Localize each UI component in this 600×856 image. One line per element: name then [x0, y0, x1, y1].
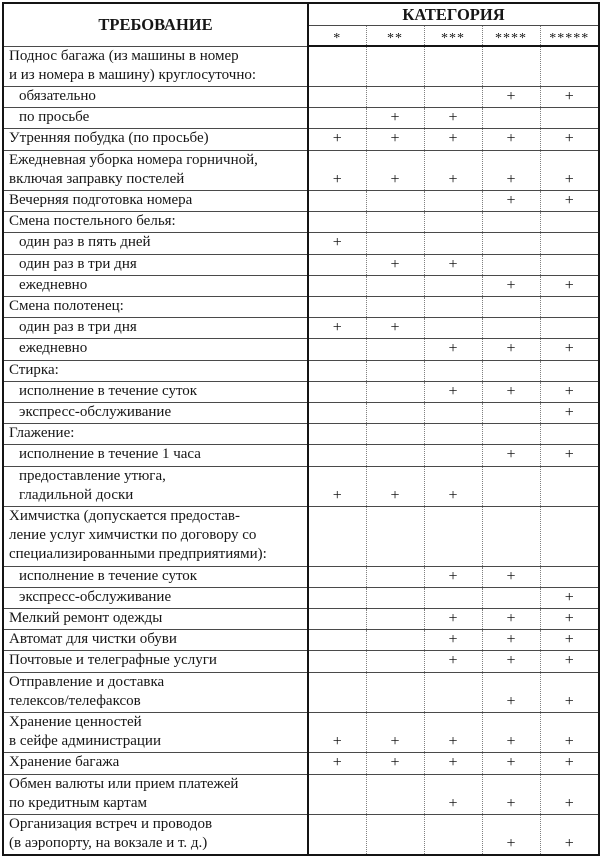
- star-column-2: [366, 26, 424, 47]
- table-row: [3, 630, 599, 651]
- empty-mark-cell: [366, 587, 424, 608]
- requirement-cell: [3, 212, 308, 233]
- table-row: [3, 190, 599, 211]
- empty-mark-cell: [366, 46, 424, 86]
- plus-mark-cell: +: [540, 774, 599, 814]
- empty-mark-cell: [540, 466, 599, 506]
- requirement-cell: [3, 630, 308, 651]
- empty-mark-cell: [366, 296, 424, 317]
- plus-mark-cell: +: [424, 150, 482, 190]
- plus-mark-cell: +: [424, 129, 482, 150]
- table-row: [3, 713, 599, 753]
- empty-mark-cell: [366, 651, 424, 672]
- requirement-cell: [3, 46, 308, 86]
- requirement-line: предоставление утюга,: [19, 467, 166, 484]
- empty-mark-cell: [366, 506, 424, 566]
- empty-mark-cell: [424, 506, 482, 566]
- empty-mark-cell: [308, 566, 366, 587]
- requirement-cell: [3, 275, 308, 296]
- empty-mark-cell: [482, 233, 540, 254]
- plus-mark-cell: +: [482, 275, 540, 296]
- empty-mark-cell: [424, 46, 482, 86]
- plus-mark-cell: +: [540, 150, 599, 190]
- plus-mark-cell: +: [366, 108, 424, 129]
- empty-mark-cell: [424, 86, 482, 107]
- empty-mark-cell: [366, 86, 424, 107]
- empty-mark-cell: [424, 587, 482, 608]
- requirement-line: исполнение в течение суток: [19, 567, 198, 584]
- four-star-label: ****: [495, 30, 527, 46]
- requirement-line: телексов/телефаксов: [9, 692, 141, 709]
- plus-mark-cell: +: [482, 672, 540, 712]
- requirement-line: Хранение багажа: [9, 754, 120, 771]
- requirement-cell: [3, 774, 308, 814]
- plus-mark-cell: +: [482, 651, 540, 672]
- requirement-line: по просьбе: [19, 109, 90, 126]
- table-row: [3, 672, 599, 712]
- plus-mark-cell: +: [540, 129, 599, 150]
- table-row: [3, 233, 599, 254]
- requirement-cell: [3, 566, 308, 587]
- empty-mark-cell: [424, 815, 482, 856]
- empty-mark-cell: [308, 86, 366, 107]
- table-row: [3, 651, 599, 672]
- requirement-line: Автомат для чистки обуви: [9, 631, 177, 648]
- plus-mark-cell: +: [540, 190, 599, 211]
- plus-mark-cell: +: [482, 129, 540, 150]
- table-row: [3, 150, 599, 190]
- requirement-line: Химчистка (допускается предостав-: [9, 507, 240, 524]
- plus-mark-cell: +: [424, 108, 482, 129]
- requirement-line: в сейфе администрации: [9, 733, 161, 750]
- empty-mark-cell: [366, 672, 424, 712]
- empty-mark-cell: [540, 233, 599, 254]
- requirement-cell: [3, 86, 308, 107]
- empty-mark-cell: [540, 46, 599, 86]
- hotel-category-requirements-table: [2, 2, 600, 856]
- empty-mark-cell: [482, 466, 540, 506]
- empty-mark-cell: [482, 424, 540, 445]
- requirement-cell: [3, 318, 308, 339]
- plus-mark-cell: +: [424, 339, 482, 360]
- empty-mark-cell: [482, 296, 540, 317]
- empty-mark-cell: [308, 672, 366, 712]
- empty-mark-cell: [366, 566, 424, 587]
- requirement-line: Мелкий ремонт одежды: [9, 609, 163, 626]
- empty-mark-cell: [482, 108, 540, 129]
- requirement-line: по кредитным картам: [9, 794, 147, 811]
- plus-mark-cell: +: [308, 318, 366, 339]
- table-row: [3, 360, 599, 381]
- requirement-cell: [3, 296, 308, 317]
- empty-mark-cell: [308, 402, 366, 423]
- requirement-cell: [3, 254, 308, 275]
- table-row: [3, 254, 599, 275]
- plus-mark-cell: +: [308, 466, 366, 506]
- empty-mark-cell: [308, 506, 366, 566]
- plus-mark-cell: +: [540, 445, 599, 466]
- table-row: [3, 296, 599, 317]
- plus-mark-cell: +: [424, 466, 482, 506]
- requirement-line: Смена полотенец:: [9, 297, 124, 314]
- empty-mark-cell: [308, 339, 366, 360]
- empty-mark-cell: [540, 566, 599, 587]
- requirement-line: Обмен валюты или прием платежей: [9, 775, 239, 792]
- empty-mark-cell: [482, 254, 540, 275]
- requirement-line: один раз в три дня: [19, 319, 137, 336]
- plus-mark-cell: +: [540, 651, 599, 672]
- table-row: [3, 108, 599, 129]
- plus-mark-cell: +: [540, 86, 599, 107]
- empty-mark-cell: [308, 275, 366, 296]
- plus-mark-cell: +: [366, 466, 424, 506]
- empty-mark-cell: [366, 774, 424, 814]
- requirement-line: Почтовые и телеграфные услуги: [9, 652, 217, 669]
- three-star-label: ***: [441, 30, 465, 46]
- plus-mark-cell: +: [482, 190, 540, 211]
- empty-mark-cell: [482, 587, 540, 608]
- plus-mark-cell: +: [424, 753, 482, 774]
- empty-mark-cell: [366, 190, 424, 211]
- empty-mark-cell: [540, 318, 599, 339]
- plus-mark-cell: +: [308, 713, 366, 753]
- plus-mark-cell: +: [424, 774, 482, 814]
- empty-mark-cell: [482, 212, 540, 233]
- two-star-label: **: [387, 30, 403, 46]
- requirement-line: специализированными предприятиями):: [9, 546, 267, 563]
- empty-mark-cell: [308, 108, 366, 129]
- star-column-1: [308, 26, 366, 47]
- requirement-line: гладильной доски: [19, 486, 134, 503]
- empty-mark-cell: [308, 608, 366, 629]
- empty-mark-cell: [308, 445, 366, 466]
- plus-mark-cell: +: [366, 318, 424, 339]
- plus-mark-cell: +: [540, 587, 599, 608]
- star-column-4: [482, 26, 540, 47]
- plus-mark-cell: +: [308, 753, 366, 774]
- empty-mark-cell: [424, 445, 482, 466]
- table-header: [3, 3, 599, 46]
- table-row: [3, 608, 599, 629]
- empty-mark-cell: [482, 506, 540, 566]
- empty-mark-cell: [424, 296, 482, 317]
- requirement-line: Утренняя побудка (по просьбе): [9, 130, 209, 147]
- requirement-cell: [3, 753, 308, 774]
- table-row: [3, 753, 599, 774]
- requirement-line: Ежедневная уборка номера горничной,: [9, 151, 258, 168]
- empty-mark-cell: [424, 424, 482, 445]
- plus-mark-cell: +: [540, 275, 599, 296]
- plus-mark-cell: +: [482, 753, 540, 774]
- requirement-cell: [3, 360, 308, 381]
- empty-mark-cell: [424, 233, 482, 254]
- empty-mark-cell: [308, 46, 366, 86]
- plus-mark-cell: +: [424, 630, 482, 651]
- requirement-line: исполнение в течение суток: [19, 382, 198, 399]
- requirement-line: Организация встреч и проводов: [9, 816, 213, 833]
- category-column-header: КАТЕГОРИЯ: [308, 3, 599, 26]
- star-column-5: [540, 26, 599, 47]
- plus-mark-cell: +: [482, 608, 540, 629]
- plus-mark-cell: +: [540, 402, 599, 423]
- plus-mark-cell: +: [540, 608, 599, 629]
- requirement-cell: [3, 233, 308, 254]
- plus-mark-cell: +: [482, 815, 540, 856]
- five-star-label: *****: [549, 30, 590, 46]
- requirement-cell: [3, 608, 308, 629]
- empty-mark-cell: [424, 672, 482, 712]
- empty-mark-cell: [540, 296, 599, 317]
- empty-mark-cell: [424, 402, 482, 423]
- requirement-line: ежедневно: [19, 276, 88, 293]
- requirement-line: Отправление и доставка: [9, 673, 165, 690]
- table-row: [3, 566, 599, 587]
- table-row: [3, 46, 599, 86]
- plus-mark-cell: +: [540, 381, 599, 402]
- empty-mark-cell: [366, 424, 424, 445]
- plus-mark-cell: +: [424, 381, 482, 402]
- plus-mark-cell: +: [366, 150, 424, 190]
- empty-mark-cell: [540, 360, 599, 381]
- requirement-cell: [3, 339, 308, 360]
- plus-mark-cell: +: [540, 753, 599, 774]
- requirement-line: экспресс-обслуживание: [19, 588, 172, 605]
- requirement-line: экспресс-обслуживание: [19, 403, 172, 420]
- empty-mark-cell: [308, 360, 366, 381]
- empty-mark-cell: [482, 402, 540, 423]
- table-row: [3, 774, 599, 814]
- requirement-line: Вечерняя подготовка номера: [9, 191, 193, 208]
- requirement-line: ление услуг химчистки по договору со: [9, 527, 257, 544]
- empty-mark-cell: [366, 360, 424, 381]
- requirement-cell: [3, 587, 308, 608]
- plus-mark-cell: +: [540, 630, 599, 651]
- table-row: [3, 129, 599, 150]
- table-row: [3, 424, 599, 445]
- empty-mark-cell: [424, 318, 482, 339]
- requirement-line: Смена постельного белья:: [9, 213, 176, 230]
- empty-mark-cell: [424, 360, 482, 381]
- requirement-cell: [3, 466, 308, 506]
- table-row: [3, 381, 599, 402]
- requirement-cell: [3, 445, 308, 466]
- plus-mark-cell: +: [540, 815, 599, 856]
- requirement-line: один раз в три дня: [19, 255, 137, 272]
- empty-mark-cell: [482, 318, 540, 339]
- requirement-cell: [3, 506, 308, 566]
- table-row: [3, 815, 599, 856]
- empty-mark-cell: [424, 190, 482, 211]
- empty-mark-cell: [308, 774, 366, 814]
- table-row: [3, 445, 599, 466]
- requirement-line: Глажение:: [9, 425, 75, 442]
- requirement-line: один раз в пять дней: [19, 234, 151, 251]
- empty-mark-cell: [366, 212, 424, 233]
- requirement-line: ежедневно: [19, 340, 88, 357]
- table-row: [3, 275, 599, 296]
- requirement-cell: [3, 150, 308, 190]
- requirement-line: исполнение в течение 1 часа: [19, 446, 201, 463]
- empty-mark-cell: [366, 608, 424, 629]
- requirement-column-header: ТРЕБОВАНИЕ: [3, 3, 308, 46]
- requirement-cell: [3, 402, 308, 423]
- plus-mark-cell: +: [482, 566, 540, 587]
- requirement-line: Поднос багажа (из машины в номер: [9, 47, 239, 64]
- empty-mark-cell: [308, 587, 366, 608]
- empty-mark-cell: [366, 815, 424, 856]
- empty-mark-cell: [308, 815, 366, 856]
- empty-mark-cell: [366, 381, 424, 402]
- plus-mark-cell: +: [482, 713, 540, 753]
- plus-mark-cell: +: [540, 339, 599, 360]
- empty-mark-cell: [308, 212, 366, 233]
- requirement-line: Хранение ценностей: [9, 714, 142, 730]
- empty-mark-cell: [308, 651, 366, 672]
- table-row: [3, 318, 599, 339]
- table-row: [3, 466, 599, 506]
- table-row: [3, 86, 599, 107]
- plus-mark-cell: +: [482, 150, 540, 190]
- plus-mark-cell: +: [424, 608, 482, 629]
- one-star-label: *: [333, 30, 342, 46]
- empty-mark-cell: [482, 360, 540, 381]
- requirement-line: (в аэропорту, на вокзале и т. д.): [9, 835, 208, 852]
- empty-mark-cell: [424, 212, 482, 233]
- empty-mark-cell: [424, 275, 482, 296]
- empty-mark-cell: [308, 296, 366, 317]
- empty-mark-cell: [308, 630, 366, 651]
- plus-mark-cell: +: [482, 381, 540, 402]
- empty-mark-cell: [308, 424, 366, 445]
- empty-mark-cell: [366, 630, 424, 651]
- requirement-cell: [3, 424, 308, 445]
- plus-mark-cell: +: [482, 86, 540, 107]
- empty-mark-cell: [540, 212, 599, 233]
- table-row: [3, 339, 599, 360]
- plus-mark-cell: +: [540, 672, 599, 712]
- requirement-cell: [3, 815, 308, 856]
- table-row: [3, 587, 599, 608]
- plus-mark-cell: +: [308, 150, 366, 190]
- requirements-tbody: [3, 46, 599, 855]
- plus-mark-cell: +: [366, 753, 424, 774]
- requirement-line: обязательно: [19, 87, 96, 104]
- requirement-cell: [3, 713, 308, 753]
- plus-mark-cell: +: [424, 566, 482, 587]
- plus-mark-cell: +: [540, 713, 599, 753]
- plus-mark-cell: +: [308, 129, 366, 150]
- star-column-3: [424, 26, 482, 47]
- requirement-line: Стирка:: [9, 361, 59, 378]
- header-row-main: [3, 3, 599, 26]
- empty-mark-cell: [366, 339, 424, 360]
- requirement-cell: [3, 651, 308, 672]
- empty-mark-cell: [540, 254, 599, 275]
- plus-mark-cell: +: [482, 774, 540, 814]
- requirement-cell: [3, 129, 308, 150]
- empty-mark-cell: [366, 445, 424, 466]
- empty-mark-cell: [308, 190, 366, 211]
- requirement-cell: [3, 190, 308, 211]
- empty-mark-cell: [482, 46, 540, 86]
- plus-mark-cell: +: [424, 651, 482, 672]
- requirement-cell: [3, 672, 308, 712]
- empty-mark-cell: [308, 381, 366, 402]
- requirement-cell: [3, 108, 308, 129]
- empty-mark-cell: [308, 254, 366, 275]
- empty-mark-cell: [540, 506, 599, 566]
- table-row: [3, 212, 599, 233]
- empty-mark-cell: [540, 108, 599, 129]
- empty-mark-cell: [366, 402, 424, 423]
- plus-mark-cell: +: [482, 445, 540, 466]
- requirement-cell: [3, 381, 308, 402]
- plus-mark-cell: +: [308, 233, 366, 254]
- empty-mark-cell: [366, 233, 424, 254]
- table-row: [3, 506, 599, 566]
- empty-mark-cell: [540, 424, 599, 445]
- plus-mark-cell: +: [424, 254, 482, 275]
- plus-mark-cell: +: [482, 630, 540, 651]
- table-row: [3, 402, 599, 423]
- plus-mark-cell: +: [482, 339, 540, 360]
- plus-mark-cell: +: [366, 254, 424, 275]
- requirement-line: включая заправку постелей: [9, 170, 185, 187]
- requirement-line: и из номера в машину) круглосуточно:: [9, 66, 257, 83]
- plus-mark-cell: +: [366, 713, 424, 753]
- plus-mark-cell: +: [424, 713, 482, 753]
- plus-mark-cell: +: [366, 129, 424, 150]
- empty-mark-cell: [366, 275, 424, 296]
